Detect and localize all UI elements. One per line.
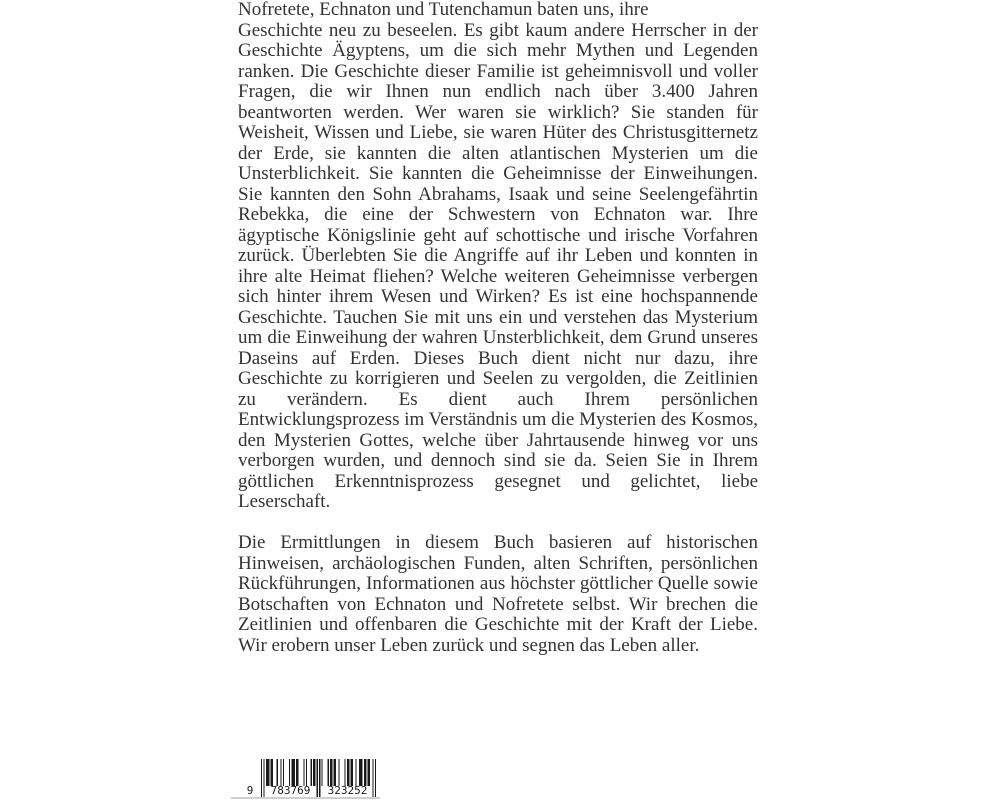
blurb-paragraph-2: Die Ermittlungen in diesem Buch basieren auf historischen Hinweisen, archäologischen Funden, alten Schriften, persönlichen Rückführungen, Informationen aus höchster göttlicher Quelle sowie Botschaften von Echnaton und Nofretete selbst. Wir brechen die Zeitlinien und offenbaren die Geschichte mit der Kraft der Liebe. Wir erobern unser Leben zurück und segnen das Leben aller. xyxy=(238,532,758,656)
blurb-paragraph-1-rest: Geschichte neu zu beseelen. Es gibt kaum andere Herrscher in der Geschichte Ägyptens, um die sich mehr Mythen und Legenden ranken. Die Geschichte dieser Familie ist geheimnisvoll und voller Fragen, die wir Ihnen nun endlich nach über 3.400 Jahren beantworten werden. Wer waren sie wirklich? Sie standen für Weisheit, Wissen und Liebe, sie waren Hüter des Christusgitternetz der Erde, sie kannten die alten atlantischen Mysterien um die Unsterblichkeit. Sie kannten die Geheimnisse der Einweihungen. Sie kannten den Sohn Abrahams, Isaak und seine Seelengefährtin Rebekka, die eine der Schwestern von Echnaton war. Ihre ägyptische Königslinie geht auf schottische und irische Vorfahren zurück. Überlebten Sie die Angriffe auf ihr Leben und konnten in ihre alte Heimat fliehen? Welche weiteren Geheimnisse verbergen sich hinter ihrem Wesen und Wirken? Es ist eine hochspannende Geschichte. Tauchen Sie mit uns ein und verstehen das Mysterium um die Einweihung der wahren Unsterblichkeit, dem Grund unseres Daseins auf Erden. Dieses Buch dient nicht nur dazu, ihre Geschichte zu korrigieren und Seelen zu vergolden, die Zeitlinien zu verändern. Es dient auch Ihrem persönlichen Entwicklungsprozess im Verständnis um die Mysterien des Kosmos, den Mysterien Gottes, welche über Jahrtausende hinweg vor uns verborgen wurden, und dennoch sind sie da. Seien Sie in Ihrem göttlichen Erkenntnisprozess gesegnet und gelichtet, liebe Leserschaft. xyxy=(238,19,758,512)
barcode-digits-right-group: 323252 xyxy=(327,784,368,797)
barcode-digit-system: 9 xyxy=(246,784,254,797)
blurb-paragraph-1-first-line: Nofretete, Echnaton und Tutenchamun baten uns, ihre xyxy=(238,0,649,20)
barcode-digits-left-group: 783769 xyxy=(270,784,311,797)
blurb-paragraph-1 xyxy=(238,0,758,513)
barcode-box-bottom-edge xyxy=(231,797,380,799)
back-cover-blurb xyxy=(238,0,758,656)
isbn-barcode xyxy=(231,755,380,800)
